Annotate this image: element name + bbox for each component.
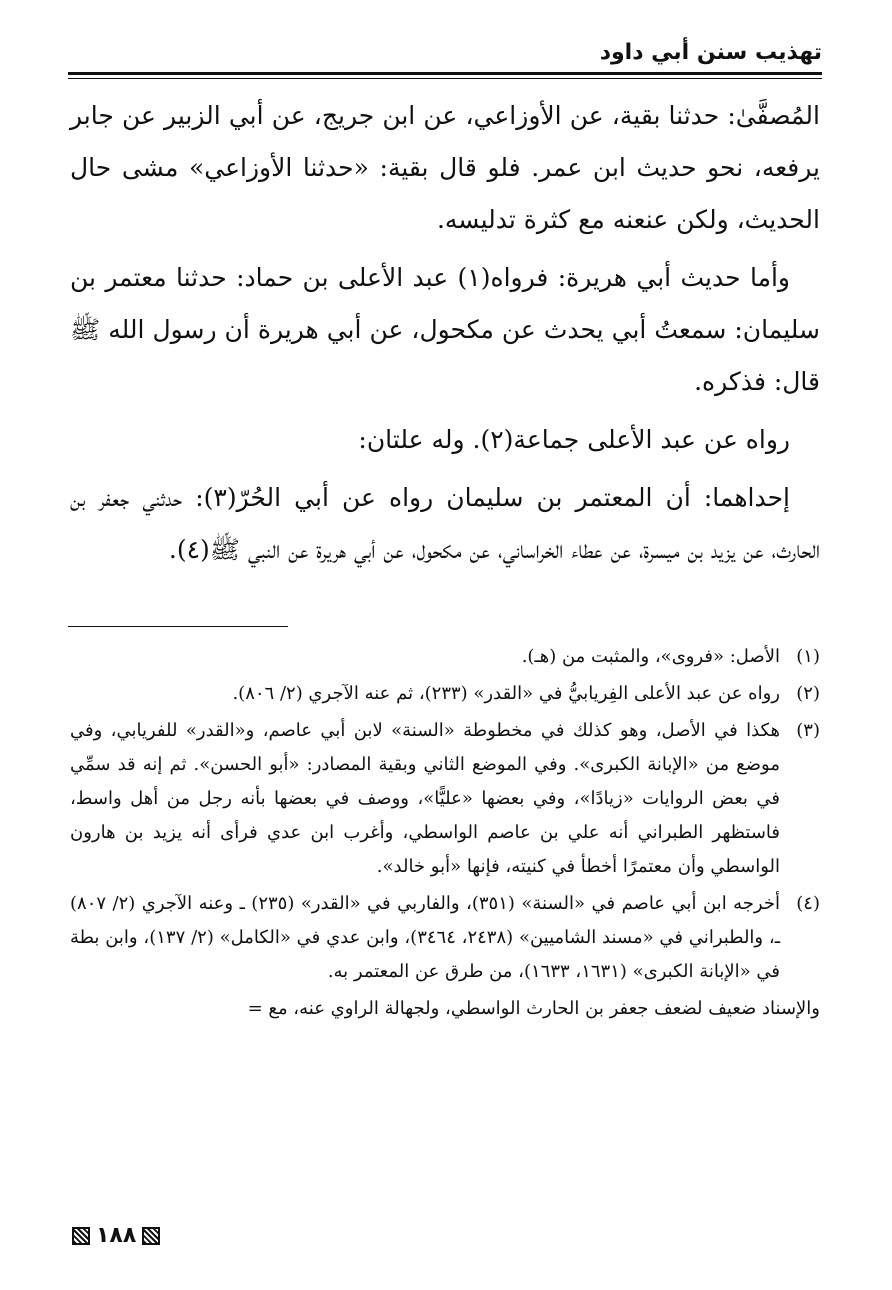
footnote-number: (٤) — [796, 893, 820, 914]
footnote-number: (١) — [796, 646, 820, 667]
paragraph: رواه عن عبد الأعلى جماعة(٢). وله علتان: — [358, 425, 790, 454]
footnote-text: الأصل: «فروى»، والمثبت من (هـ). — [521, 646, 780, 667]
footnotes — [70, 640, 820, 1026]
footnote-text: أخرجه ابن أبي عاصم في «السنة» (٣٥١)، والفاربي في «القدر» (٢٣٥) ـ وعنه الآجري (٢/ ٨٠٧) ـ، والطبراني في «مسند الشاميين» (٢٤٣٨، ٣٤٦٤)، وابن عدي في «الكامل» (٢/ ١٣٧)، وابن بطة في «الإبانة الكبرى» (١٦٣١، ١٦٣٣)، من طرق عن المعتمر به. — [70, 893, 781, 982]
footnote-item — [70, 640, 820, 674]
paragraph: إحداهما: أن المعتمر بن سليمان رواه عن أبي الحُرّ(٣): حدثني جعفر بن الحارث، عن يزيد بن ميسرة، عن عطاء الخراساني، عن مكحول، عن أبي هريرة عن النبي ﷺ(٤). — [70, 483, 820, 564]
paragraph: وأما حديث أبي هريرة: فرواه(١) عبد الأعلى بن حماد: حدثنا معتمر بن سليمان: سمعتُ أبي يحدث عن مكحول، عن أبي هريرة أن رسول الله ﷺ قال: فذكره. — [70, 263, 820, 396]
header-rule — [68, 72, 822, 75]
page-number-block — [72, 1223, 160, 1248]
footnote-item — [70, 677, 820, 711]
footnote-continuation: والإسناد ضعيف لضعف جعفر بن الحارث الواسطي، ولجهالة الراوي عنه، مع = — [247, 998, 820, 1019]
page-number: ١٨٨ — [96, 1223, 137, 1248]
footnote-item — [70, 887, 820, 989]
ornament-icon — [142, 1227, 160, 1245]
footnote-text: رواه عن عبد الأعلى الفِريابيُّ في «القدر» (٢٣٣)، ثم عنه الآجري (٢/ ٨٠٦). — [232, 683, 780, 704]
footnote-number: (٢) — [796, 683, 820, 704]
running-title: تهذيب سنن أبي داود — [599, 40, 822, 65]
ornament-icon — [72, 1227, 90, 1245]
footnote-separator — [68, 626, 288, 627]
footnote-text: هكذا في الأصل، وهو كذلك في مخطوطة «السنة» لابن أبي عاصم، و«القدر» للفريابي، وفي موضع من «الإبانة الكبرى». وفي الموضع الثاني وبقية المصادر: «أبو الحسن». ثم إنه قد سمِّي في بعض الروايات «زيادًا»، وفي بعضها «عليًّا»، ووصف في بعضها بأنه رجل من أهل واسط، فاستظهر الطبراني أنه علي بن عاصم الواسطي، وأغرب ابن عدي فرأى أنه يزيد بن هارون الواسطي وأن معتمرًا أخطأ في كنيته، فإنها «أبو خالد». — [70, 720, 780, 877]
main-text — [70, 90, 820, 582]
footnote-item — [70, 714, 820, 884]
paragraph: المُصفَّىٰ: حدثنا بقية، عن الأوزاعي، عن ابن جريج، عن أبي الزبير عن جابر يرفعه، نحو حديث ابن عمر. فلو قال بقية: «حدثنا الأوزاعي» مشى حال الحديث، ولكن عنعنه مع كثرة تدليسه. — [70, 101, 820, 234]
header-rule-thin — [68, 78, 822, 79]
footnote-number: (٣) — [796, 720, 820, 741]
